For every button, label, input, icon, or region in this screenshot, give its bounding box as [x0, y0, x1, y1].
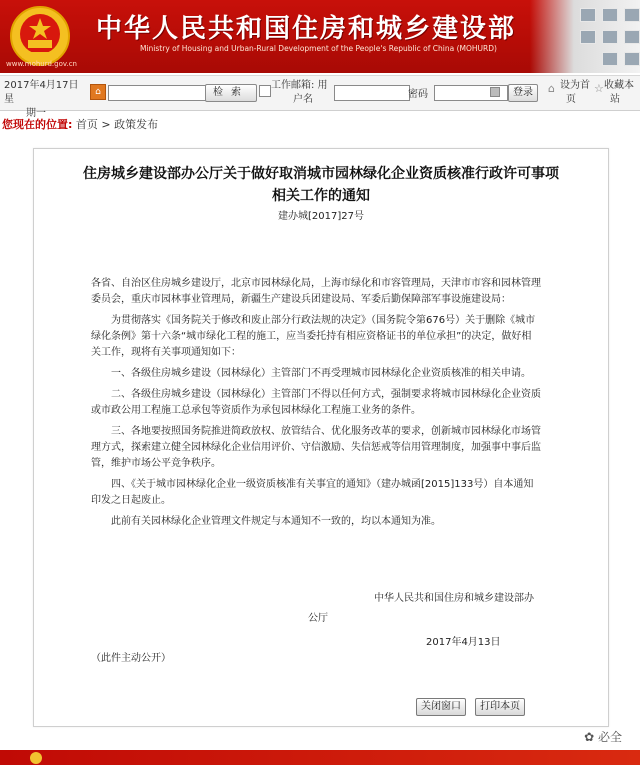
- document-title: 住房城乡建设部办公厅关于做好取消城市园林绿化企业资质核准行政许可事项 相关工作的通知: [83, 166, 559, 204]
- login-button[interactable]: 登录: [508, 84, 538, 102]
- footer-strip: [0, 750, 640, 765]
- footer-emblem-icon: [30, 752, 42, 764]
- username-input[interactable]: [334, 85, 410, 101]
- home-icon[interactable]: ⌂: [90, 84, 106, 100]
- site-url: www.mohurd.gov.cn: [6, 60, 77, 68]
- keyboard-icon[interactable]: [490, 87, 500, 97]
- closing-paragraph: 此前有关园林绿化企业管理文件规定与本通知不一致的，均以本通知为准。: [111, 516, 441, 527]
- site-title: 中华人民共和国住房和城乡建设部: [96, 14, 517, 44]
- current-date: 2017年4月17日 星 期一: [4, 80, 79, 119]
- search-input[interactable]: [108, 85, 206, 101]
- set-homepage-link[interactable]: 设为首 页: [560, 80, 590, 105]
- site-subtitle-english: Ministry of Housing and Urban-Rural Development of the People's Republic of China (MOHURD): [140, 44, 497, 53]
- document-number: 建办城[2017]27号: [278, 211, 364, 222]
- favorite-icon: ☆: [594, 82, 604, 95]
- article-panel: [33, 148, 609, 727]
- add-favorite-link[interactable]: 收藏本 站: [604, 80, 634, 105]
- breadcrumb-home-link[interactable]: 首页: [75, 118, 98, 131]
- wechat-watermark: ✿ 必全: [584, 730, 622, 744]
- login-toolbar: [0, 75, 640, 119]
- document-actions: [416, 694, 529, 716]
- breadcrumb: [2, 116, 158, 132]
- signature-date: 2017年4月13日: [426, 637, 501, 648]
- recipients-paragraph: 各省、自治区住房城乡建设厅，北京市园林绿化局，上海市绿化和市容管理局，天津市市容和园林管理委员会，重庆市园林事业管理局，新疆生产建设兵团建设局、军委后勤保障部军事设施建设局：: [91, 278, 541, 305]
- breadcrumb-current-link[interactable]: 政策发布: [114, 118, 159, 131]
- wechat-icon: ✿: [584, 730, 598, 744]
- header-banner: [0, 0, 640, 73]
- print-button[interactable]: 打印本页: [475, 698, 525, 716]
- intro-paragraph: 为贯彻落实《国务院关于修改和废止部分行政法规的决定》（国务院令第676号）关于删除《城市绿化条例》第十六条“城市绿化工程的施工，应当委托持有相应资格证书的单位承担”的决定，做好相关工作，现将有关事项通知如下：: [91, 315, 536, 358]
- item-paragraph-4: 四、《关于城市园林绿化企业一级资质核准有关事宜的通知》（建办城函[2015]133号）自本通知印发之日起废止。: [91, 479, 534, 506]
- signature-org: 中华人民共和国住房和城乡建设部办: [374, 593, 534, 604]
- signature-org-cont: 公厅: [308, 613, 328, 624]
- set-home-icon: ⌂: [548, 82, 555, 95]
- mail-username-label: 工作邮箱: 用 户名: [271, 80, 328, 105]
- publicity-note: （此件主动公开）: [91, 653, 171, 664]
- building-image: [530, 0, 640, 73]
- mail-icon: [259, 85, 271, 97]
- item-paragraph-2: 二、各级住房城乡建设（园林绿化）主管部门不得以任何方式，强制要求将城市园林绿化企业资质或市政公用工程施工总承包等资质作为承包园林绿化工程施工业务的条件。: [91, 389, 541, 416]
- national-emblem-icon: [8, 4, 72, 68]
- search-button[interactable]: 检索: [205, 84, 257, 102]
- item-paragraph-1: 一、各级住房城乡建设（园林绿化）主管部门不再受理城市园林绿化企业资质核准的相关申请。: [111, 368, 531, 379]
- document-body: [91, 276, 541, 535]
- close-window-button[interactable]: 关闭窗口: [416, 698, 466, 716]
- item-paragraph-3: 三、各地要按照国务院推进简政放权、放管结合、优化服务改革的要求，创新城市园林绿化市场管理方式，探索建立健全园林绿化企业信用评价、守信激励、失信惩戒等信用管理制度，加强事中事后监管，维护市场公平竞争秩序。: [91, 426, 541, 469]
- breadcrumb-separator: >: [101, 118, 111, 131]
- signature-block: [284, 591, 544, 651]
- password-label: 密码: [408, 89, 428, 100]
- breadcrumb-label: 您现在的位置:: [2, 118, 73, 131]
